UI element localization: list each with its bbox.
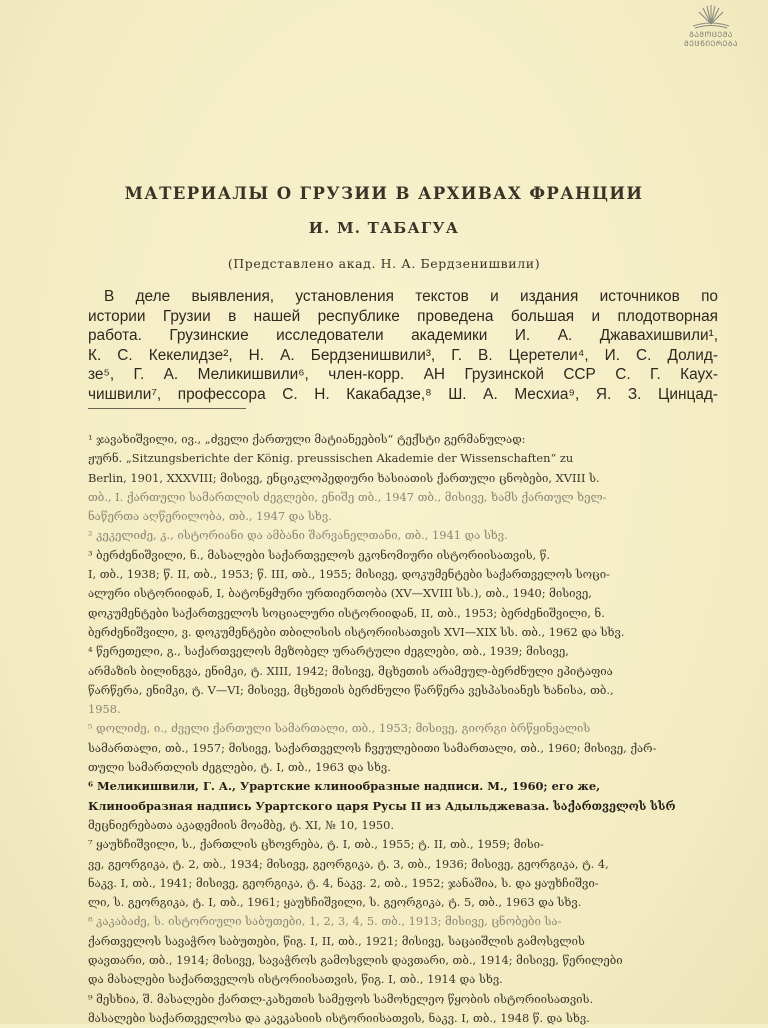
book-leaves-icon [689,4,733,30]
footnote-line: ბერძენიშვილი, ვ. დოკუმენტები თბილისის ისტორიისათვის XVI—XIX სს. თბ., 1962 და სხვ. [88,624,625,639]
footnote-line: ვე, გეორგიკა, ტ. 2, თბ., 1934; მისივე, გეორგიკა, ტ. 3, თბ., 1936; მისივე, გეორგიკა, ტ. 4, [88,856,609,871]
footnote-line: ⁸ კაკაბაძე, ს. ისტორიული საბუთები, 1, 2, 3, 4, 5. თბ., 1913; მისივე, ცნობები სა- [88,914,562,929]
footnote-line: ლი, ს. გეორგიკა, ტ. I, თბ., 1961; ყაუხჩიშვილი, ს. გეორგიკა, ტ. 5, თბ., 1963 და სხვ. [88,895,582,910]
footnote-line: მასალები საქართველოსა და კავკასიის ისტორიისათვის, ნაკვ. I, თბ., 1948 წ. და სხვ. [88,1010,590,1025]
footnote-divider [88,408,246,409]
footnote-line: ² კეკელიძე, კ., ისტორიანი და ამბანი შარვანელთანი, თბ., 1941 და სხვ. [88,528,508,543]
logo-text-line-1: ᲒᲐᲛᲝᲪᲔᲛᲐ [689,30,733,39]
body-line: работа. Грузинские исследователи академики И. А. Джавахишвили¹, [88,327,718,345]
footnotes [88,430,718,1028]
footnote-line: ⁴ წერეთელი, გ., საქართველოს მეზობელ ურარტული ძეგლები, თბ., 1939; მისივე, [88,644,569,659]
footnote-line: ⁶ Меликишвили, Г. А., Урартские клинообразные надписи. М., 1960; его же, [88,779,601,794]
body-line: К. С. Кекелидзе², Н. А. Бердзенишвили³, Г. В. Церетели⁴, И. С. Долид- [88,346,718,364]
presented-by: (Представлено акад. Н. А. Бердзенишвили) [227,256,541,271]
body-line: зе⁵, Г. А. Меликишвили⁶, член-корр. АН Грузинской ССР С. Г. Каух- [88,366,718,384]
footnote-line: ⁵ დოლიძე, ი., ძველი ქართული სამართალი, თბ., 1953; მისივე, გიორგი ბრწყინვალის [88,721,591,736]
logo-text-line-2: ᲛᲔᲪᲜᲘᲔᲠᲔᲑᲐ [683,39,739,48]
footnote-line: და მასალები საქართველოს ისტორიისათვის, წიგ. I, თბ., 1914 და სხვ. [88,972,503,987]
footnote-line: არმაზის ბილინგვა, ენიმკი, ტ. XIII, 1942; მისივე, მცხეთის არამეულ-ბერძნული ეპიტაფია [88,663,613,678]
footnote-line: მეცნიერებათა აკადემიის მოამბე, ტ. XI, № 10, 1950. [88,817,394,832]
footnote-line: თბ., I. ქართული სამართლის ძეგლები, ენიშე თბ., 1947 თბ., მისივე, ხამს ქართულ ხელ- [88,489,607,504]
footnote-line: თული სამართლის ძეგლები, ტ. I, თბ., 1963 და სხვ. [88,760,391,775]
footnote-line: ქართველოს სავაჭრო საბუთები, წიგ. I, II, თბ., 1921; მისივე, საცაიშლის გამოსვლის [88,933,585,948]
footnote-line: ³ ბერძენიშვილი, ნ., მასალები საქართველოს ეკონომიური ისტორიისათვის, წ. [88,547,551,562]
body-paragraph [88,287,718,405]
footnote-line: ჟურნ. „Sitzungsberichte der König. preussischen Akademie der Wissenschaften“ zu [88,451,574,466]
footnote-line: Berlin, 1901, XXXVIII; მისივე, ენციკლოპედიური ხასიათის ქართული ცნობები, XVIII ს. [88,470,600,485]
footnote-line: ⁷ ყაუხჩიშვილი, ს., ქართლის ცხოვრება, ტ. I, თბ., 1955; ტ. II, თბ., 1959; მისი- [88,837,544,852]
body-line: истории Грузии в нашей республике проведена большая и плодотворная [88,307,718,325]
body-line: В деле выявления, установления текстов и издания источников по [104,288,718,305]
article-author: И. М. ТАБАГУА [308,219,460,237]
footnote-line: ¹ ჯავახიშვილი, ივ., „ძველი ქართული მატიანეების“ ტექსტი გერმანულად: [88,432,526,446]
article-title: МАТЕРИАЛЫ О ГРУЗИИ В АРХИВАХ ФРАНЦИИ [124,184,644,203]
footnote-line: ნაწერთა აღწერილობა, თბ., 1947 და სხვ. [88,509,332,524]
footnote-line: I, თბ., 1938; წ. II, თბ., 1953; წ. III, თბ., 1955; მისივე, დოკუმენტები საქართველოს სოცი- [88,567,610,582]
body-line: чишвили⁷, профессора С. Н. Какабадзе,⁸ Ш. А. Месхиа⁹, Я. З. Цинцад- [88,385,718,403]
library-logo [680,4,742,48]
footnote-line: სამართალი, თბ., 1957; მისივე, საქართველოს ჩვეულებითი სამართალი, თბ., 1960; მისივე, ქარ- [88,740,657,755]
footnote-line: Клинообразная надпись Урартского царя Русы II из Адыльджеваза. საქართველოს სსრ [88,798,676,813]
footnote-line: ⁹ მესხია, შ. მასალები ქართლ-კახეთის სამეფოს სამოხელეო წყობის ისტორიისათვის. [88,991,594,1006]
footnote-line: ნაკვ. I, თბ., 1941; მისივე, გეორგიკა, ტ. 4, ნაკვ. 2, თბ., 1952; ჯანაშია, ს. და ყაუხჩიშვი- [88,875,599,890]
footnote-line: 1958. [88,702,121,717]
footnote-line: წარწერა, ენიმკი, ტ. V—VI; მისივე, მცხეთის ბერძნული წარწერა ვესპასიანეს ხანისა, თბ., [88,682,614,697]
footnote-line: დავთარი, თბ., 1914; მისივე, სავაჭროს გამოსვლის დავთარი, თბ., 1914; მისივე, წერილები [88,953,623,968]
footnote-line: დოკუმენტები საქართველოს სოციალური ისტორიიდან, II, თბ., 1953; ბერძენიშვილი, ნ. [88,605,605,620]
footnote-line: ალური ისტორიიდან, I, ბატონყმური ურთიერთობა (XV—XVIII სს.), თბ., 1940; მისივე, [88,586,592,601]
